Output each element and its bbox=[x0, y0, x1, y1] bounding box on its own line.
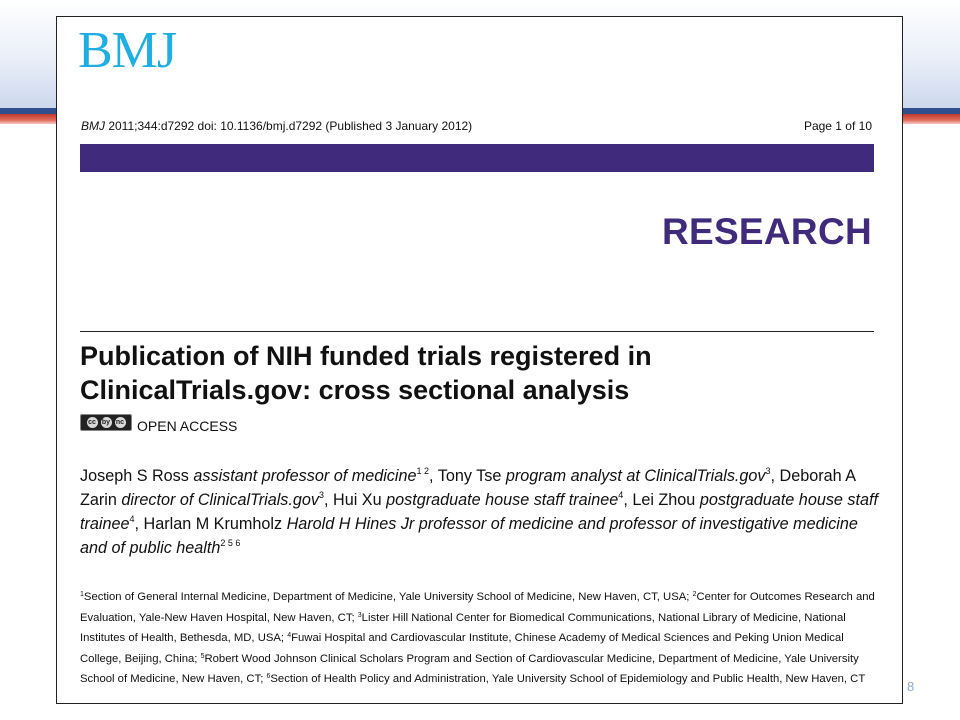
author-affiliation-marker: 1 2 bbox=[416, 466, 430, 476]
author-separator: , bbox=[134, 515, 144, 533]
affiliation-text: Robert Wood Johnson Clinical Scholars Program and Section of Cardiovascular Medicine, Department of Medicine, Yale University School of Medicine, New Haven, CT; bbox=[80, 652, 859, 685]
creative-commons-badge-icon bbox=[80, 414, 132, 431]
author-separator: , bbox=[324, 491, 334, 509]
affiliation-marker: 4 bbox=[287, 632, 292, 639]
author-role: postgraduate house staff trainee bbox=[386, 491, 619, 509]
affiliation-text: Section of General Internal Medicine, Department of Medicine, Yale University School of Medicine, New Haven, CT, USA; bbox=[83, 591, 693, 603]
author-name: Lei Zhou bbox=[632, 491, 696, 509]
author-separator: , bbox=[623, 491, 633, 509]
author-role: Harold H Hines Jr professor of medicine and professor of investigative medicine and of public health bbox=[80, 515, 858, 557]
paper-page bbox=[56, 16, 903, 704]
author-role: director of ClinicalTrials.gov bbox=[121, 491, 319, 509]
affiliation-text: Fuwai Hospital and Cardiovascular Institute, Chinese Academy of Medical Sciences and Peking Union Medical College, Beijing, China; bbox=[80, 632, 844, 665]
page-count: Page 1 of 10 bbox=[803, 119, 872, 133]
by-icon: by bbox=[101, 419, 111, 426]
affiliations bbox=[80, 587, 880, 690]
author-role: program analyst at ClinicalTrials.gov bbox=[505, 467, 766, 485]
author-affiliation-marker: 3 bbox=[319, 490, 325, 500]
title-line-1: Publication of NIH funded trials registered in bbox=[80, 341, 652, 371]
author-affiliation-marker: 2 5 6 bbox=[220, 538, 241, 548]
affiliation-marker: 1 bbox=[80, 591, 84, 598]
author-role: assistant professor of medicine bbox=[193, 467, 417, 485]
author-name: Hui Xu bbox=[333, 491, 382, 509]
author-role: postgraduate house staff trainee bbox=[80, 491, 879, 533]
author-affiliation-marker: 4 bbox=[129, 514, 135, 524]
author-name: Tony Tse bbox=[437, 467, 502, 485]
citation-line bbox=[81, 119, 472, 133]
cc-icon: cc bbox=[88, 419, 96, 426]
affiliation-marker: 3 bbox=[357, 611, 362, 619]
open-access-label: OPEN ACCESS bbox=[137, 418, 238, 434]
author-list bbox=[80, 464, 880, 560]
citation-details: 2011;344:d7292 doi: 10.1136/bmj.d7292 (Published 3 January 2012) bbox=[105, 119, 473, 133]
title-line-2: ClinicalTrials.gov: cross sectional analysis bbox=[80, 375, 630, 405]
author-name: Deborah A Zarin bbox=[80, 467, 856, 509]
affiliation-marker: 5 bbox=[200, 652, 205, 660]
author-separator: , bbox=[770, 467, 780, 485]
affiliation-marker: 2 bbox=[692, 591, 697, 598]
affiliation-marker: 6 bbox=[266, 673, 271, 680]
author-affiliation-marker: 3 bbox=[765, 466, 771, 476]
title-rule bbox=[80, 331, 874, 332]
bmj-logo: BMJ bbox=[78, 22, 177, 79]
slide-number: 8 bbox=[907, 679, 915, 694]
affiliation-text: Lister Hill National Center for Biomedical Communications, National Library of Medicine, National Institutes of Health, Bethesda, MD, USA; bbox=[80, 611, 846, 644]
author-separator: , bbox=[429, 467, 438, 485]
author-name: Harlan M Krumholz bbox=[143, 515, 283, 533]
header-bar bbox=[80, 144, 874, 172]
author-name: Joseph S Ross bbox=[80, 467, 189, 485]
section-label: RESEARCH bbox=[661, 211, 872, 252]
citation-journal: BMJ bbox=[81, 119, 105, 133]
nc-icon: nc bbox=[115, 419, 125, 426]
affiliation-text: Center for Outcomes Research and Evaluation, Yale-New Haven Hospital, New Haven, CT; bbox=[80, 591, 875, 624]
affiliation-text: Section of Health Policy and Administration, Yale University School of Epidemiology and Public Health, New Haven, CT bbox=[270, 673, 866, 685]
article-title bbox=[80, 339, 870, 407]
author-affiliation-marker: 4 bbox=[618, 490, 624, 500]
